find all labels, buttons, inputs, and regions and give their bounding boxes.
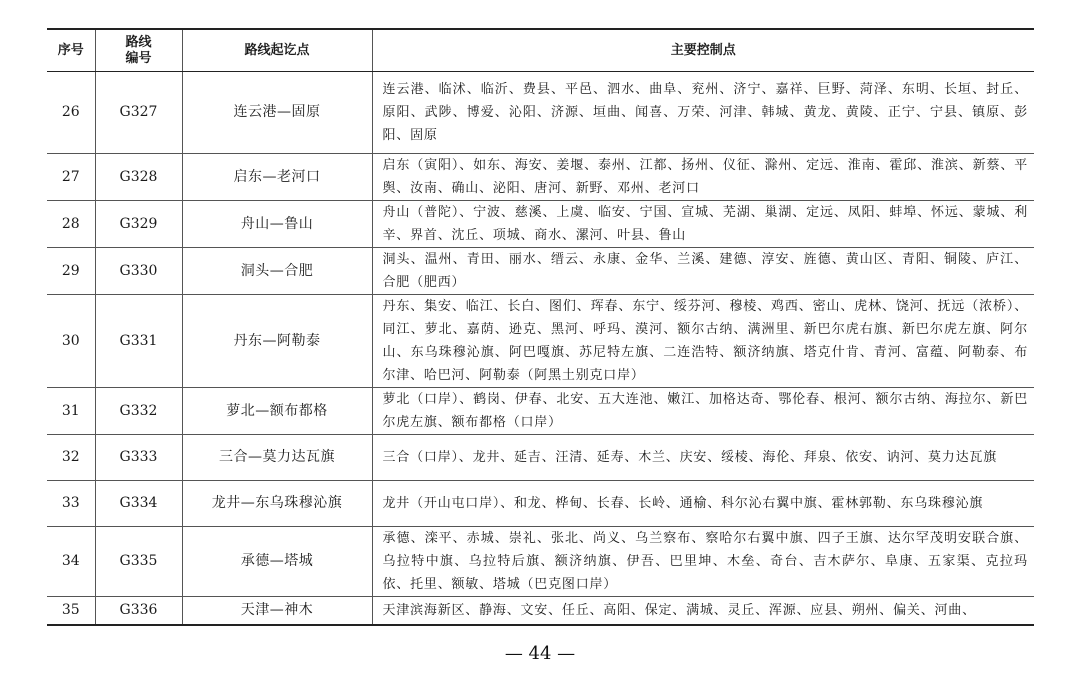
header-serial-number: 序号 — [47, 29, 95, 72]
route-code: G335 — [95, 527, 182, 597]
page-number: — 44 — — [504, 643, 576, 664]
route-code: G327 — [95, 72, 182, 154]
route-code: G328 — [95, 154, 182, 201]
control-points: 龙井（开山屯口岸）、和龙、桦甸、长春、长岭、通榆、科尔沁右翼中旗、霍林郭勒、东乌珠穆沁旗 — [372, 481, 1034, 527]
route-table — [47, 28, 1034, 626]
table-row — [47, 72, 1034, 154]
table-row — [47, 388, 1034, 435]
route-span: 龙井—东乌珠穆沁旗 — [182, 481, 372, 527]
table-row — [47, 295, 1034, 388]
row-number: 26 — [47, 72, 95, 154]
route-span: 连云港—固原 — [182, 72, 372, 154]
table-header — [47, 29, 1034, 72]
header-route-span: 路线起讫点 — [182, 29, 372, 72]
control-points: 萝北（口岸）、鹤岗、伊春、北安、五大连池、嫩江、加格达奇、鄂伦春、根河、额尔古纳、海拉尔、新巴尔虎左旗、额布都格（口岸） — [372, 388, 1034, 435]
route-span: 洞头—合肥 — [182, 248, 372, 295]
route-span: 天津—神木 — [182, 597, 372, 625]
route-code: G333 — [95, 435, 182, 481]
control-points: 三合（口岸）、龙井、延吉、汪清、延寿、木兰、庆安、绥棱、海伦、拜泉、依安、讷河、莫力达瓦旗 — [372, 435, 1034, 481]
route-code: G334 — [95, 481, 182, 527]
row-number: 31 — [47, 388, 95, 435]
route-code: G332 — [95, 388, 182, 435]
control-points: 启东（寅阳）、如东、海安、姜堰、泰州、江都、扬州、仪征、滁州、定远、淮南、霍邱、淮滨、新蔡、平舆、汝南、确山、泌阳、唐河、新野、邓州、老河口 — [372, 154, 1034, 201]
route-code: G331 — [95, 295, 182, 388]
header-route-code-line1: 路线 — [125, 34, 152, 50]
row-number: 35 — [47, 597, 95, 625]
table-row — [47, 154, 1034, 201]
control-points: 承德、滦平、赤城、崇礼、张北、尚义、乌兰察布、察哈尔右翼中旗、四子王旗、达尔罕茂明安联合旗、乌拉特中旗、乌拉特后旗、额济纳旗、伊吾、巴里坤、木垒、奇台、吉木萨尔、阜康、五家渠、克拉玛依、托里、额敏、塔城（巴克图口岸） — [372, 527, 1034, 597]
row-number: 30 — [47, 295, 95, 388]
header-route-code — [95, 29, 182, 72]
table-body — [47, 72, 1034, 625]
route-span: 丹东—阿勒泰 — [182, 295, 372, 388]
row-number: 28 — [47, 201, 95, 248]
control-points: 洞头、温州、青田、丽水、缙云、永康、金华、兰溪、建德、淳安、旌德、黄山区、青阳、铜陵、庐江、合肥（肥西） — [372, 248, 1034, 295]
control-points: 舟山（普陀）、宁波、慈溪、上虞、临安、宁国、宣城、芜湖、巢湖、定远、凤阳、蚌埠、怀远、蒙城、利辛、界首、沈丘、项城、商水、漯河、叶县、鲁山 — [372, 201, 1034, 248]
row-number: 32 — [47, 435, 95, 481]
control-points: 天津滨海新区、静海、文安、任丘、高阳、保定、满城、灵丘、浑源、应县、朔州、偏关、河曲、 — [372, 597, 1034, 625]
row-number: 29 — [47, 248, 95, 295]
header-row — [47, 29, 1034, 72]
route-span: 萝北—额布都格 — [182, 388, 372, 435]
route-code: G336 — [95, 597, 182, 625]
table-row — [47, 248, 1034, 295]
table-row — [47, 481, 1034, 527]
route-span: 舟山—鲁山 — [182, 201, 372, 248]
route-code: G330 — [95, 248, 182, 295]
table-row — [47, 435, 1034, 481]
row-number: 34 — [47, 527, 95, 597]
control-points: 连云港、临沭、临沂、费县、平邑、泗水、曲阜、兖州、济宁、嘉祥、巨野、菏泽、东明、长垣、封丘、原阳、武陟、博爱、沁阳、济源、垣曲、闻喜、万荣、河津、韩城、黄龙、黄陵、正宁、宁县、镇原、彭阳、固原 — [372, 72, 1034, 154]
route-code: G329 — [95, 201, 182, 248]
header-route-code-line2: 编号 — [125, 50, 152, 66]
row-number: 27 — [47, 154, 95, 201]
table-row — [47, 201, 1034, 248]
row-number: 33 — [47, 481, 95, 527]
table-row — [47, 597, 1034, 625]
table-row — [47, 527, 1034, 597]
control-points: 丹东、集安、临江、长白、图们、珲春、东宁、绥芬河、穆棱、鸡西、密山、虎林、饶河、抚远（浓桥）、同江、萝北、嘉荫、逊克、黑河、呼玛、漠河、额尔古纳、满洲里、新巴尔虎右旗、新巴尔虎左旗、阿尔山、东乌珠穆沁旗、阿巴嘎旗、苏尼特左旗、二连浩特、额济纳旗、塔克什肯、青河、富蕴、阿勒泰、布尔津、哈巴河、阿勒泰（阿黑土别克口岸） — [372, 295, 1034, 388]
route-span: 启东—老河口 — [182, 154, 372, 201]
route-span: 承德—塔城 — [182, 527, 372, 597]
header-control-points: 主要控制点 — [372, 29, 1034, 72]
route-span: 三合—莫力达瓦旗 — [182, 435, 372, 481]
